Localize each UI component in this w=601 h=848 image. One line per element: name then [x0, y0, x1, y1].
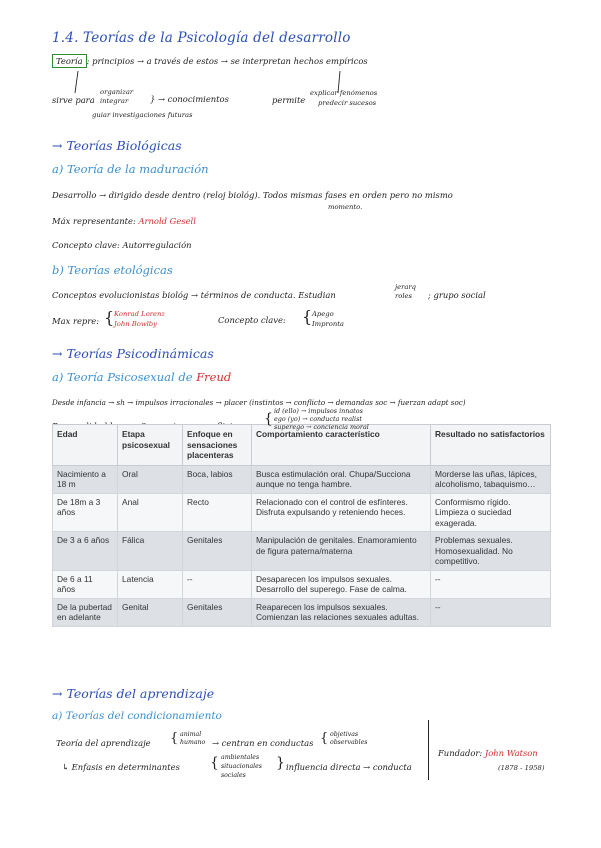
- subjects-list: animal humano: [180, 731, 206, 746]
- cell-etapa: Fálica: [118, 532, 183, 571]
- determinantes-brace: {: [210, 755, 219, 771]
- observ-brace: {: [320, 731, 329, 746]
- permite-item-explicar: explicar fenómenos: [310, 89, 378, 97]
- etologicas-concepto-label: Concepto clave:: [218, 315, 286, 325]
- psicodinamicas-heading: → Teorías Psicodinámicas: [52, 346, 214, 361]
- etologicas-line1: Conceptos evolucionistas biológ → términos de conducta. Estudian: [52, 290, 336, 300]
- cell-enfoque: Genitales: [183, 532, 252, 571]
- fundador-divider: [428, 720, 429, 780]
- cell-edad: De 3 a 6 años: [53, 532, 118, 571]
- psicodinamicas-line1: Desde infancia → sh → impulsos irracionales → placer (instintos → conflicto → demandas soc → fuerzan adapt soc): [52, 398, 466, 407]
- cell-enfoque: Recto: [183, 493, 252, 532]
- th-enfoque: Enfoque en sensaciones placenteras: [183, 425, 252, 466]
- aspect-superego: superego → conciencia moral: [274, 423, 369, 431]
- sirve-items: [100, 88, 133, 106]
- permite-items: [310, 88, 377, 108]
- cell-resultado: Morderse las uñas, lápices, alcoholismo, tabaquismo…: [431, 465, 551, 493]
- cell-comportamiento: Reaparecen los impulsos sexuales. Comienzan las relaciones sexuales adultas.: [252, 598, 431, 626]
- condicionamiento-heading: a) Teorías del condicionamiento: [52, 710, 222, 722]
- cell-etapa: Oral: [118, 465, 183, 493]
- repre-lorenz: Konrad Lorenz: [114, 310, 166, 318]
- fundador-line: Fundador: John Watson: [438, 748, 538, 758]
- repre-list: [114, 309, 165, 329]
- aspect-ego: ego (yo) → conducta realist: [274, 415, 362, 423]
- subjects-brace: {: [170, 731, 179, 746]
- influencia-directa: influencia directa → conducta: [286, 762, 412, 772]
- th-edad: Edad: [53, 425, 118, 466]
- cell-edad: De la pubertad en adelante: [53, 598, 118, 626]
- aspects-list: [274, 407, 369, 431]
- permite-label: permite: [272, 95, 306, 105]
- maduracion-concepto: Concepto clave: Autorregulación: [52, 240, 192, 250]
- table-row: [53, 465, 551, 493]
- concepto-list: Apego Impronta: [312, 310, 344, 328]
- cell-etapa: Anal: [118, 493, 183, 532]
- determinantes-close-brace: }: [276, 755, 285, 771]
- cell-comportamiento: Desaparecen los impulsos sexuales. Desarrollo del superego. Fase de calma.: [252, 570, 431, 598]
- aspect-id: id (ello) → impulsos innatos: [274, 407, 363, 415]
- th-resultado: Resultado no satisfactorios: [431, 425, 551, 466]
- cell-enfoque: Genitales: [183, 598, 252, 626]
- maduracion-line1b: momento.: [328, 203, 363, 211]
- cell-etapa: Genital: [118, 598, 183, 626]
- maduracion-heading: a) Teoría de la maduración: [52, 162, 209, 176]
- psicosexual-heading: a) Teoría Psicosexual de Freud: [52, 370, 232, 384]
- table-row: [53, 532, 551, 571]
- teoria-label-box: Teoría: [52, 54, 87, 68]
- teoria-definition-line: [52, 56, 368, 66]
- sirve-para-label: sirve para: [52, 95, 95, 105]
- maduracion-line1: Desarrollo → dirigido desde dentro (reloj biológ). Todos mismas fases en orden pero no mismo: [52, 190, 453, 200]
- cell-etapa: Latencia: [118, 570, 183, 598]
- estudian-items: jerarq roles: [395, 283, 417, 300]
- teoria-aprendizaje: Teoría del aprendizaje: [56, 738, 151, 748]
- psychosexual-stages-table: [52, 424, 551, 627]
- watson-years: (1878 - 1958): [498, 764, 545, 772]
- cell-edad: De 18m a 3 años: [53, 493, 118, 532]
- freud-name: Freud: [196, 370, 232, 384]
- enfasis-line: ↳ Enfasis en determinantes: [62, 762, 180, 772]
- repre-brace: {: [104, 308, 115, 327]
- cell-resultado: Problemas sexuales. Homosexualidad. No competitivo.: [431, 532, 551, 571]
- repre-bowlby: John Bowlby: [114, 320, 158, 328]
- cell-edad: Nacimiento a 18 m: [53, 465, 118, 493]
- determinantes-list: ambientales situacionales sociales: [221, 754, 262, 779]
- teoria-definition: : principios → a través de estos → se interpretan hechos empíricos: [86, 56, 368, 66]
- maduracion-representante: Máx representante: Arnold Gesell: [52, 216, 196, 226]
- cell-enfoque: --: [183, 570, 252, 598]
- cell-comportamiento: Relacionado con el control de esfínteres. Disfruta expulsando y reteniendo heces.: [252, 493, 431, 532]
- concepto-brace: {: [302, 307, 313, 326]
- page-title: 1.4. Teorías de la Psicología del desarrollo: [52, 30, 351, 46]
- sirve-item-organizar: organizar: [100, 88, 134, 96]
- cell-resultado: --: [431, 598, 551, 626]
- table-row: [53, 570, 551, 598]
- grupo-social: ; grupo social: [428, 290, 486, 300]
- permite-item-predecir: predecir sucesos: [318, 99, 377, 107]
- aspects-brace: {: [264, 411, 273, 427]
- cell-resultado: Conformismo rígido. Limpieza o suciedad exagerada.: [431, 493, 551, 532]
- cell-comportamiento: Manipulación de genitales. Enamoramiento de figura paterna/materna: [252, 532, 431, 571]
- th-comportamiento: Comportamiento característico: [252, 425, 431, 466]
- table-row: [53, 598, 551, 626]
- table-row: [53, 493, 551, 532]
- watson-name: John Watson: [484, 748, 538, 758]
- centran-conductas: → centran en conductas: [212, 738, 314, 748]
- guiar-investigaciones: guiar investigaciones futuras: [92, 111, 193, 119]
- etologicas-heading: b) Teorías etológicas: [52, 263, 173, 277]
- etologicas-repre-label: Max repre:: [52, 316, 100, 326]
- biologicas-heading: → Teorías Biológicas: [52, 138, 182, 153]
- sirve-result: } → conocimientos: [150, 94, 229, 104]
- cell-edad: De 6 a 11 años: [53, 570, 118, 598]
- aprendizaje-heading: → Teorías del aprendizaje: [52, 686, 215, 701]
- gesell-name: Arnold Gesell: [138, 216, 196, 226]
- sirve-item-integrar: integrar: [100, 97, 129, 105]
- cell-resultado: --: [431, 570, 551, 598]
- cell-comportamiento: Busca estimulación oral. Chupa/Succiona aunque no tenga hambre.: [252, 465, 431, 493]
- cell-enfoque: Boca, labios: [183, 465, 252, 493]
- th-etapa: Etapa psicosexual: [118, 425, 183, 466]
- observ-list: objetivas observables: [330, 731, 368, 746]
